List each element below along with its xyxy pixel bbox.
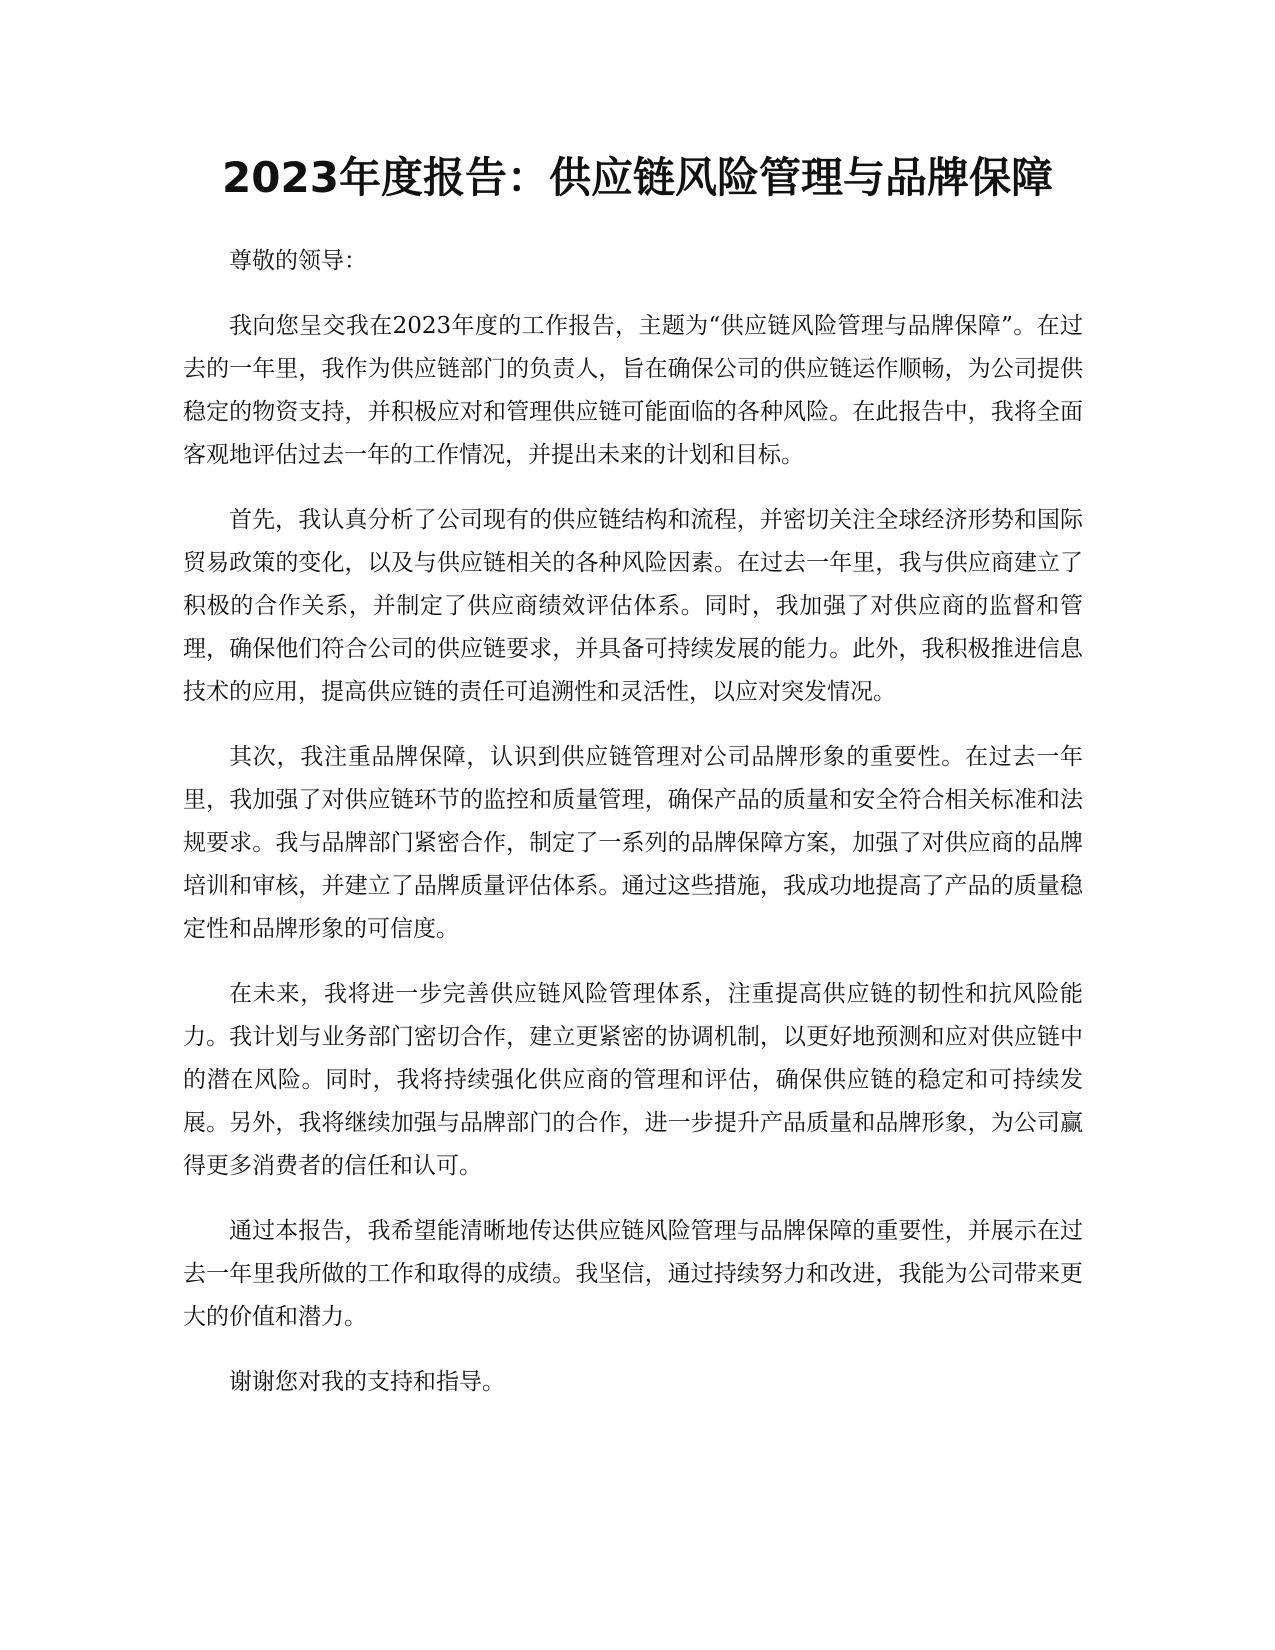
- paragraph-summary: 通过本报告，我希望能清晰地传达供应链风险管理与品牌保障的重要性，并展示在过去一年里我所做的工作和取得的成绩。我坚信，通过持续努力和改进，我能为公司带来更大的价值和潜力。: [183, 1218, 1083, 1330]
- paragraph-intro: 我向您呈交我在2023年度的工作报告，主题为“供应链风险管理与品牌保障”。在过去的一年里，我作为供应链部门的负责人，旨在确保公司的供应链运作顺畅，为公司提供稳定的物资支持，并积极应对和管理供应链可能面临的各种风险。在此报告中，我将全面客观地评估过去一年的工作情况，并提出未来的计划和目标。: [183, 313, 1083, 468]
- paragraph-brand: 其次，我注重品牌保障，认识到供应链管理对公司品牌形象的重要性。在过去一年里，我加强了对供应链环节的监控和质量管理，确保产品的质量和安全符合相关标准和法规要求。我与品牌部门紧密合作，制定了一系列的品牌保障方案，加强了对供应商的品牌培训和审核，并建立了品牌质量评估体系。通过这些措施，我成功地提高了产品的质量稳定性和品牌形象的可信度。: [183, 744, 1083, 942]
- paragraph-supply-chain: 首先，我认真分析了公司现有的供应链结构和流程，并密切关注全球经济形势和国际贸易政策的变化，以及与供应链相关的各种风险因素。在过去一年里，我与供应商建立了积极的合作关系，并制定了供应商绩效评估体系。同时，我加强了对供应商的监督和管理，确保他们符合公司的供应链要求，并具备可持续发展的能力。此外，我积极推进信息技术的应用，提高供应链的责任可追溯性和灵活性，以应对突发情况。: [183, 507, 1083, 705]
- greeting: 尊敬的领导：: [229, 248, 367, 274]
- paragraph-future: 在未来，我将进一步完善供应链风险管理体系，注重提高供应链的韧性和抗风险能力。我计划与业务部门密切合作，建立更紧密的协调机制，以更好地预测和应对供应链中的潜在风险。同时，我将持续强化供应商的管理和评估，确保供应链的稳定和可持续发展。另外，我将继续加强与品牌部门的合作，进一步提升产品质量和品牌形象，为公司赢得更多消费者的信任和认可。: [183, 981, 1083, 1179]
- closing: 谢谢您对我的支持和指导。: [229, 1369, 505, 1395]
- document-body: [183, 240, 1083, 1426]
- document-title: 2023年度报告：供应链风险管理与品牌保障: [222, 153, 1053, 202]
